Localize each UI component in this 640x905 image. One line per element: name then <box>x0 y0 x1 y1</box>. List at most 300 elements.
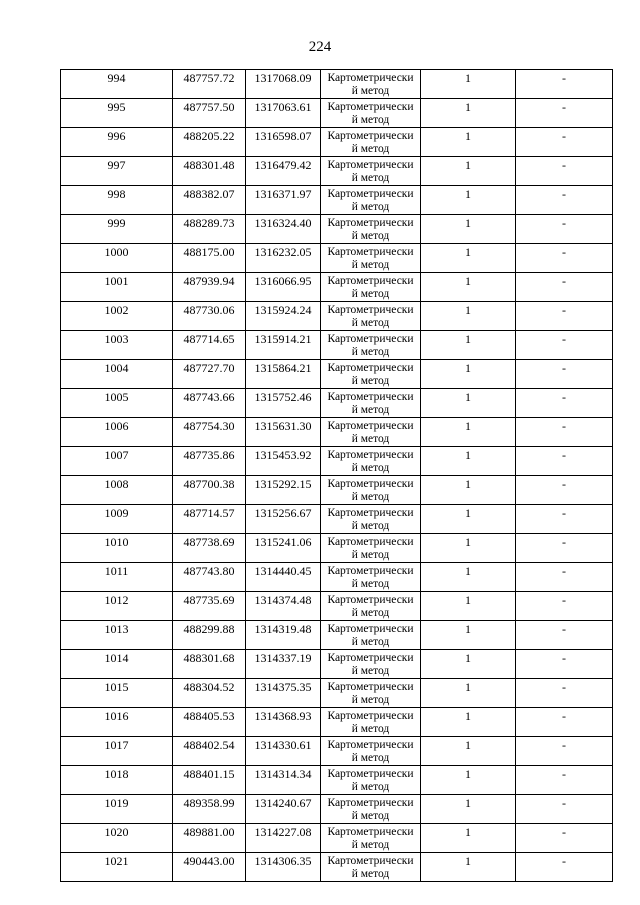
y-coordinate-cell-text: 1316232.05 <box>254 245 312 259</box>
x-coordinate-cell <box>173 302 246 331</box>
x-coordinate-cell-text: 487714.65 <box>183 332 235 346</box>
note-cell <box>516 563 613 592</box>
note-cell <box>516 186 613 215</box>
accuracy-cell <box>421 476 516 505</box>
point-number-cell <box>61 331 173 360</box>
method-line-2: й метод <box>351 346 390 358</box>
y-coordinate-cell-text: 1315256.67 <box>254 506 312 520</box>
method-line-1: Картометрически <box>327 652 414 664</box>
method-cell <box>321 592 421 621</box>
accuracy-cell-text: 1 <box>465 825 471 839</box>
accuracy-cell-text: 1 <box>465 419 471 433</box>
note-cell <box>516 418 613 447</box>
table-row <box>61 592 613 621</box>
accuracy-cell <box>421 389 516 418</box>
x-coordinate-cell-text: 487730.06 <box>183 303 235 317</box>
point-number-cell-text: 1019 <box>104 796 129 810</box>
y-coordinate-cell-text: 1315864.21 <box>254 361 312 375</box>
note-cell-text: - <box>562 332 566 346</box>
x-coordinate-cell <box>173 650 246 679</box>
table-row <box>61 708 613 737</box>
accuracy-cell-text: 1 <box>465 390 471 404</box>
y-coordinate-cell-text: 1315292.15 <box>254 477 312 491</box>
table-row <box>61 360 613 389</box>
y-coordinate-cell-text: 1316479.42 <box>254 158 312 172</box>
method-line-2: й метод <box>351 839 390 851</box>
point-number-cell <box>61 476 173 505</box>
accuracy-cell-text: 1 <box>465 332 471 346</box>
method-line-1: Картометрически <box>327 275 414 287</box>
table-row <box>61 302 613 331</box>
accuracy-cell <box>421 99 516 128</box>
table-row <box>61 853 613 882</box>
note-cell-text: - <box>562 216 566 230</box>
method-line-1: Картометрически <box>327 130 414 142</box>
table-row <box>61 447 613 476</box>
table-row <box>61 795 613 824</box>
y-coordinate-cell-text: 1314227.08 <box>254 825 312 839</box>
accuracy-cell <box>421 505 516 534</box>
y-coordinate-cell <box>246 273 321 302</box>
note-cell-text: - <box>562 506 566 520</box>
method-line-2: й метод <box>351 230 390 242</box>
method-line-2: й метод <box>351 607 390 619</box>
method-line-2: й метод <box>351 636 390 648</box>
method-cell <box>321 70 421 99</box>
x-coordinate-cell <box>173 157 246 186</box>
point-number-cell-text: 1004 <box>104 361 129 375</box>
y-coordinate-cell-text: 1314319.48 <box>254 622 312 636</box>
x-coordinate-cell <box>173 447 246 476</box>
accuracy-cell <box>421 592 516 621</box>
method-line-2: й метод <box>351 491 390 503</box>
point-number-cell-text: 1003 <box>104 332 129 346</box>
point-number-cell <box>61 360 173 389</box>
method-line-1: Картометрически <box>327 623 414 635</box>
x-coordinate-cell <box>173 505 246 534</box>
y-coordinate-cell <box>246 360 321 389</box>
note-cell <box>516 505 613 534</box>
point-number-cell <box>61 70 173 99</box>
point-number-cell-text: 1008 <box>104 477 129 491</box>
y-coordinate-cell <box>246 157 321 186</box>
note-cell <box>516 389 613 418</box>
method-line-1: Картометрически <box>327 362 414 374</box>
method-line-2: й метод <box>351 317 390 329</box>
y-coordinate-cell <box>246 621 321 650</box>
method-cell <box>321 795 421 824</box>
method-cell <box>321 824 421 853</box>
accuracy-cell-text: 1 <box>465 854 471 868</box>
method-line-1: Картометрически <box>327 594 414 606</box>
point-number-cell-text: 1017 <box>104 738 129 752</box>
note-cell-text: - <box>562 854 566 868</box>
point-number-cell-text: 1005 <box>104 390 129 404</box>
point-number-cell-text: 1021 <box>104 854 129 868</box>
method-line-2: й метод <box>351 404 390 416</box>
accuracy-cell-text: 1 <box>465 158 471 172</box>
accuracy-cell-text: 1 <box>465 709 471 723</box>
y-coordinate-cell-text: 1316066.95 <box>254 274 312 288</box>
point-number-cell <box>61 157 173 186</box>
note-cell <box>516 70 613 99</box>
y-coordinate-cell <box>246 795 321 824</box>
table-row <box>61 70 613 99</box>
accuracy-cell-text: 1 <box>465 796 471 810</box>
note-cell-text: - <box>562 477 566 491</box>
point-number-cell-text: 1000 <box>104 245 129 259</box>
y-coordinate-cell <box>246 708 321 737</box>
y-coordinate-cell-text: 1315914.21 <box>254 332 312 346</box>
accuracy-cell-text: 1 <box>465 477 471 491</box>
table-row <box>61 244 613 273</box>
accuracy-cell <box>421 708 516 737</box>
note-cell <box>516 476 613 505</box>
accuracy-cell-text: 1 <box>465 303 471 317</box>
x-coordinate-cell-text: 487939.94 <box>183 274 235 288</box>
note-cell <box>516 737 613 766</box>
method-cell <box>321 389 421 418</box>
note-cell-text: - <box>562 419 566 433</box>
point-number-cell <box>61 447 173 476</box>
x-coordinate-cell-text: 487735.86 <box>183 448 235 462</box>
method-line-2: й метод <box>351 288 390 300</box>
y-coordinate-cell-text: 1314306.35 <box>254 854 312 868</box>
point-number-cell-text: 1007 <box>104 448 129 462</box>
x-coordinate-cell <box>173 273 246 302</box>
y-coordinate-cell-text: 1316371.97 <box>254 187 312 201</box>
y-coordinate-cell <box>246 244 321 273</box>
y-coordinate-cell <box>246 215 321 244</box>
point-number-cell-text: 1015 <box>104 680 129 694</box>
x-coordinate-cell-text: 487754.30 <box>183 419 235 433</box>
x-coordinate-cell <box>173 186 246 215</box>
x-coordinate-cell <box>173 853 246 882</box>
table-row <box>61 215 613 244</box>
y-coordinate-cell <box>246 650 321 679</box>
note-cell-text: - <box>562 535 566 549</box>
method-cell <box>321 99 421 128</box>
x-coordinate-cell <box>173 679 246 708</box>
accuracy-cell <box>421 128 516 157</box>
y-coordinate-cell <box>246 853 321 882</box>
note-cell <box>516 650 613 679</box>
table-row <box>61 157 613 186</box>
method-cell <box>321 650 421 679</box>
x-coordinate-cell-text: 488401.15 <box>183 767 235 781</box>
accuracy-cell <box>421 302 516 331</box>
y-coordinate-cell-text: 1315924.24 <box>254 303 312 317</box>
method-line-1: Картометрически <box>327 507 414 519</box>
x-coordinate-cell-text: 487735.69 <box>183 593 235 607</box>
method-line-2: й метод <box>351 549 390 561</box>
method-cell <box>321 505 421 534</box>
accuracy-cell-text: 1 <box>465 622 471 636</box>
point-number-cell <box>61 302 173 331</box>
note-cell <box>516 679 613 708</box>
x-coordinate-cell <box>173 563 246 592</box>
x-coordinate-cell <box>173 244 246 273</box>
note-cell-text: - <box>562 680 566 694</box>
note-cell <box>516 766 613 795</box>
y-coordinate-cell <box>246 679 321 708</box>
point-number-cell <box>61 128 173 157</box>
point-number-cell-text: 998 <box>107 187 126 201</box>
note-cell-text: - <box>562 129 566 143</box>
accuracy-cell <box>421 360 516 389</box>
y-coordinate-cell <box>246 766 321 795</box>
x-coordinate-cell-text: 488405.53 <box>183 709 235 723</box>
y-coordinate-cell <box>246 70 321 99</box>
method-line-2: й метод <box>351 462 390 474</box>
point-number-cell <box>61 244 173 273</box>
point-number-cell <box>61 418 173 447</box>
point-number-cell-text: 999 <box>107 216 126 230</box>
x-coordinate-cell-text: 488402.54 <box>183 738 235 752</box>
accuracy-cell <box>421 534 516 563</box>
method-cell <box>321 157 421 186</box>
point-number-cell-text: 1018 <box>104 767 129 781</box>
table-row <box>61 679 613 708</box>
x-coordinate-cell-text: 487743.66 <box>183 390 235 404</box>
table-row <box>61 186 613 215</box>
x-coordinate-cell <box>173 766 246 795</box>
x-coordinate-cell-text: 487714.57 <box>183 506 235 520</box>
accuracy-cell <box>421 795 516 824</box>
method-line-1: Картометрически <box>327 246 414 258</box>
table-row <box>61 534 613 563</box>
x-coordinate-cell-text: 487738.69 <box>183 535 235 549</box>
accuracy-cell-text: 1 <box>465 187 471 201</box>
accuracy-cell-text: 1 <box>465 738 471 752</box>
accuracy-cell-text: 1 <box>465 100 471 114</box>
table-row <box>61 563 613 592</box>
note-cell <box>516 360 613 389</box>
accuracy-cell-text: 1 <box>465 216 471 230</box>
x-coordinate-cell-text: 490443.00 <box>183 854 235 868</box>
note-cell <box>516 621 613 650</box>
point-number-cell <box>61 795 173 824</box>
method-cell <box>321 244 421 273</box>
note-cell <box>516 302 613 331</box>
y-coordinate-cell <box>246 302 321 331</box>
accuracy-cell-text: 1 <box>465 593 471 607</box>
accuracy-cell <box>421 331 516 360</box>
table-row <box>61 824 613 853</box>
method-line-1: Картометрически <box>327 420 414 432</box>
point-number-cell <box>61 273 173 302</box>
method-line-2: й метод <box>351 781 390 793</box>
method-cell <box>321 128 421 157</box>
note-cell-text: - <box>562 564 566 578</box>
table-row <box>61 389 613 418</box>
x-coordinate-cell <box>173 737 246 766</box>
point-number-cell-text: 1012 <box>104 593 129 607</box>
accuracy-cell-text: 1 <box>465 564 471 578</box>
accuracy-cell-text: 1 <box>465 129 471 143</box>
point-number-cell-text: 1020 <box>104 825 129 839</box>
note-cell-text: - <box>562 71 566 85</box>
y-coordinate-cell-text: 1315453.92 <box>254 448 312 462</box>
note-cell-text: - <box>562 593 566 607</box>
table-row <box>61 737 613 766</box>
accuracy-cell <box>421 215 516 244</box>
table-row <box>61 621 613 650</box>
accuracy-cell-text: 1 <box>465 448 471 462</box>
note-cell <box>516 592 613 621</box>
method-line-2: й метод <box>351 578 390 590</box>
note-cell-text: - <box>562 825 566 839</box>
x-coordinate-cell-text: 488301.68 <box>183 651 235 665</box>
y-coordinate-cell <box>246 534 321 563</box>
method-cell <box>321 273 421 302</box>
table-row <box>61 273 613 302</box>
note-cell-text: - <box>562 245 566 259</box>
note-cell-text: - <box>562 361 566 375</box>
method-line-2: й метод <box>351 665 390 677</box>
method-cell <box>321 534 421 563</box>
point-number-cell <box>61 389 173 418</box>
x-coordinate-cell-text: 487700.38 <box>183 477 235 491</box>
note-cell <box>516 447 613 476</box>
x-coordinate-cell <box>173 70 246 99</box>
point-number-cell-text: 1011 <box>104 564 129 578</box>
y-coordinate-cell-text: 1317068.09 <box>254 71 312 85</box>
point-number-cell <box>61 215 173 244</box>
point-number-cell <box>61 505 173 534</box>
y-coordinate-cell <box>246 505 321 534</box>
x-coordinate-cell-text: 488289.73 <box>183 216 235 230</box>
point-number-cell-text: 997 <box>107 158 126 172</box>
method-line-1: Картометрически <box>327 768 414 780</box>
y-coordinate-cell <box>246 824 321 853</box>
method-line-1: Картометрически <box>327 681 414 693</box>
x-coordinate-cell-text: 489881.00 <box>183 825 235 839</box>
note-cell-text: - <box>562 738 566 752</box>
note-cell-text: - <box>562 274 566 288</box>
accuracy-cell <box>421 853 516 882</box>
note-cell <box>516 215 613 244</box>
x-coordinate-cell <box>173 418 246 447</box>
method-line-2: й метод <box>351 85 390 97</box>
method-line-1: Картометрически <box>327 710 414 722</box>
point-number-cell <box>61 621 173 650</box>
table-row <box>61 766 613 795</box>
y-coordinate-cell-text: 1314330.61 <box>254 738 312 752</box>
method-line-2: й метод <box>351 201 390 213</box>
method-cell <box>321 447 421 476</box>
point-number-cell <box>61 766 173 795</box>
point-number-cell-text: 1010 <box>104 535 129 549</box>
accuracy-cell-text: 1 <box>465 767 471 781</box>
x-coordinate-cell <box>173 128 246 157</box>
y-coordinate-cell-text: 1314440.45 <box>254 564 312 578</box>
page-number: 224 <box>308 39 332 55</box>
method-cell <box>321 302 421 331</box>
note-cell-text: - <box>562 158 566 172</box>
table-row <box>61 476 613 505</box>
x-coordinate-cell-text: 487757.72 <box>183 71 235 85</box>
point-number-cell-text: 1002 <box>104 303 129 317</box>
method-cell <box>321 737 421 766</box>
note-cell <box>516 244 613 273</box>
y-coordinate-cell <box>246 737 321 766</box>
note-cell <box>516 708 613 737</box>
note-cell <box>516 853 613 882</box>
point-number-cell-text: 1013 <box>104 622 129 636</box>
method-line-1: Картометрически <box>327 391 414 403</box>
x-coordinate-cell <box>173 215 246 244</box>
x-coordinate-cell-text: 487727.70 <box>183 361 235 375</box>
note-cell-text: - <box>562 303 566 317</box>
note-cell <box>516 273 613 302</box>
method-line-2: й метод <box>351 868 390 880</box>
accuracy-cell <box>421 766 516 795</box>
table-row <box>61 99 613 128</box>
y-coordinate-cell-text: 1314375.35 <box>254 680 312 694</box>
point-number-cell <box>61 592 173 621</box>
accuracy-cell <box>421 418 516 447</box>
method-line-2: й метод <box>351 375 390 387</box>
accuracy-cell-text: 1 <box>465 535 471 549</box>
note-cell-text: - <box>562 767 566 781</box>
accuracy-cell <box>421 447 516 476</box>
method-cell <box>321 708 421 737</box>
method-line-1: Картометрически <box>327 478 414 490</box>
note-cell <box>516 534 613 563</box>
note-cell-text: - <box>562 390 566 404</box>
y-coordinate-cell <box>246 447 321 476</box>
point-number-cell <box>61 679 173 708</box>
point-number-cell <box>61 186 173 215</box>
method-line-1: Картометрически <box>327 797 414 809</box>
method-line-1: Картометрически <box>327 565 414 577</box>
y-coordinate-cell-text: 1315241.06 <box>254 535 312 549</box>
accuracy-cell <box>421 563 516 592</box>
method-line-1: Картометрически <box>327 72 414 84</box>
method-line-2: й метод <box>351 694 390 706</box>
point-number-cell <box>61 824 173 853</box>
method-cell <box>321 215 421 244</box>
point-number-cell <box>61 563 173 592</box>
accuracy-cell <box>421 650 516 679</box>
x-coordinate-cell-text: 487757.50 <box>183 100 235 114</box>
y-coordinate-cell <box>246 389 321 418</box>
note-cell-text: - <box>562 796 566 810</box>
method-cell <box>321 186 421 215</box>
method-line-1: Картометрически <box>327 188 414 200</box>
table-row <box>61 128 613 157</box>
y-coordinate-cell-text: 1314368.93 <box>254 709 312 723</box>
x-coordinate-cell-text: 487743.80 <box>183 564 235 578</box>
accuracy-cell <box>421 273 516 302</box>
method-line-1: Картометрически <box>327 159 414 171</box>
point-number-cell-text: 1014 <box>104 651 129 665</box>
method-line-1: Картометрически <box>327 217 414 229</box>
accuracy-cell-text: 1 <box>465 274 471 288</box>
x-coordinate-cell <box>173 389 246 418</box>
accuracy-cell <box>421 244 516 273</box>
method-cell <box>321 331 421 360</box>
method-cell <box>321 853 421 882</box>
method-line-2: й метод <box>351 172 390 184</box>
accuracy-cell-text: 1 <box>465 245 471 259</box>
y-coordinate-cell-text: 1317063.61 <box>254 100 312 114</box>
method-line-2: й метод <box>351 520 390 532</box>
accuracy-cell <box>421 157 516 186</box>
note-cell-text: - <box>562 100 566 114</box>
accuracy-cell-text: 1 <box>465 506 471 520</box>
